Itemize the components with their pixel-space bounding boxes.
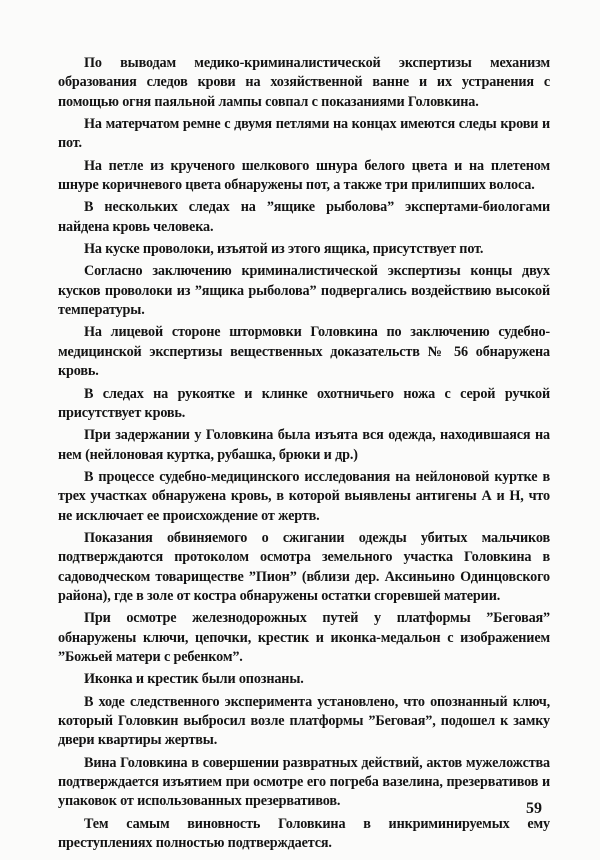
body-text	[58, 54, 550, 856]
paragraph-3: На петле из крученого шелкового шнура белого цвета и на плетеном шнуре коричневого цвета обнаружены пот, а также три прилипших волоса.	[58, 157, 550, 194]
paragraph-9: При задержании у Головкина была изъята вся одежда, находившаяся на нем (нейлоновая куртка, рубашка, брюки и др.)	[58, 427, 550, 463]
paragraph-13: Иконка и крестик были опознаны.	[84, 671, 304, 688]
page-number: 59	[526, 800, 542, 817]
paragraph-5: На куске проволоки, изъятой из этого ящика, присутствует пот.	[84, 241, 484, 258]
paragraph-16: Тем самым виновность Головкина в инкриминируемых ему преступлениях полностью подтверждается.	[58, 815, 550, 852]
paragraph-12: При осмотре железнодорожных путей у платформы ”Беговая” обнаружены ключи, цепочки, крестик и иконка-медальон с изображением ”Божьей матери с ребенком”.	[58, 610, 550, 665]
paragraph-4: В нескольких следах на ”ящике рыболова” экспертами-биологами найдена кровь человека.	[58, 199, 550, 235]
paragraph-15: Вина Головкина в совершении развратных действий, актов мужеложства подтверждается изъятием при осмотре его погреба вазелина, презервативов и упаковок от использованных презервативов.	[58, 754, 550, 810]
paragraph-6: Согласно заключению криминалистической экспертизы концы двух кусков проволоки из ”ящика рыболова” подвергались воздействию высокой температуры.	[58, 263, 550, 319]
paragraph-2: На матерчатом ремне с двумя петлями на концах имеются следы крови и пот.	[58, 116, 550, 152]
paragraph-11: Показания обвиняемого о сжигании одежды убитых мальчиков подтверждаются протоколом осмотра земельного участка Головкина в садоводческом товариществе ”Пион” (вблизи дер. Аксиньино Одинцовского района), где в золе от костра обнаружены остатки сгоревшей материи.	[58, 529, 550, 604]
paragraph-14: В ходе следственного эксперимента установлено, что опознанный ключ, который Головкин выбросил возле платформы ”Беговая”, подошел к замку двери квартиры жертвы.	[58, 693, 550, 749]
paragraph-7: На лицевой стороне штормовки Головкина по заключению судебно-медицинской экспертизы вещественных доказательств № 56 обнаружена кровь.	[58, 324, 550, 380]
paragraph-10: В процессе судебно-медицинского исследования на нейлоновой куртке в трех участках обнаружена кровь, в которой выявлены антигены А и Н, что не исключает ее происхождение от жертв.	[58, 468, 550, 524]
paragraph-1: По выводам медико-криминалистической экспертизы механизм образования следов крови на хозяйственной ванне и их устранения с помощью огня паяльной лампы совпал с показаниями Головкина.	[58, 55, 550, 110]
paragraph-8: В следах на рукоятке и клинке охотничьего ножа с серой ручкой присутствует кровь.	[58, 385, 550, 421]
